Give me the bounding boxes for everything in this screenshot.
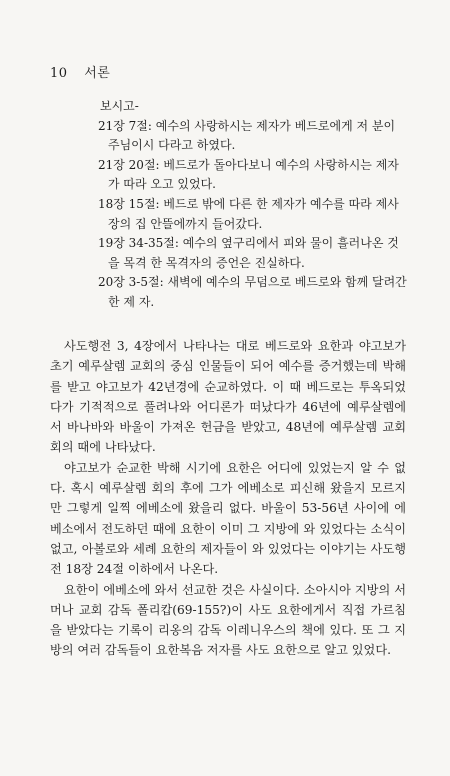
body-text [50,336,406,661]
verse-list [98,97,408,313]
paragraph: 야고보가 순교한 박해 시기에 요한은 어디에 있었는지 알 수 없다. 혹시 예루살렘 회의 후에 그가 에베소로 피신해 왔을지 모르지만 그렇게 일찍 에베소에 왔을리 없다. 바울이 53-56년 사이에 에베소에서 전도하던 때에 요한이 이미 그 지방에 와 있었다는 소식이 없고, 아볼로와 세례 요한의 제자들이 와 있었다는 이야기는 사도행전 18장 24절 이하에서 나온다. [50,460,406,577]
list-item: 18장 15절: 베드로 밖에 다른 한 제자가 예수를 따라 제사장의 집 안뜰에까지 들어갔다. [98,196,399,231]
list-item: 21장 7절: 예수의 사랑하시는 제자가 베드로에게 저 분이 주님이시 다라고 하였다. [98,118,396,153]
section-title: 서론 [84,66,111,81]
list-item: 21장 20절: 베드로가 돌아다보니 예수의 사랑하시는 제자가 따라 오고 있었다. [98,157,399,192]
paragraph: 요한이 에베소에 와서 선교한 것은 사실이다. 소아시아 지방의 서머나 교회 감독 폴리캅(69-155?)이 사도 요한에게서 직접 가르침을 받았다는 기록이 리옹의 감독 이레니우스의 책에 있다. 또 그 지방의 여러 감독들이 요한복음 저자를 사도 요한으로 알고 있었다. [50,582,406,658]
list-lead: 보시고- [100,99,139,113]
page-number: 10 [50,66,68,81]
paragraph: 사도행전 3, 4장에서 나타나는 대로 베드로와 요한과 야고보가 초기 예루살렘 교회의 중심 인물들이 되어 예수를 증거했는데 박해를 받고 야고보가 42년경에 순교하였다. 이 때 베드로는 투옥되었다가 기적적으로 풀려나와 어디론가 떠났다가 46년에 예루살렘에서 바나바와 바울이 가져온 헌금을 받았고, 48년에 예루살렘 교회 회의 때에 나타났다. [50,339,406,455]
running-head [50,62,110,81]
list-item: 20장 3-5절: 새벽에 예수의 무덤으로 베드로와 함께 달려간 한 제 자. [98,275,407,309]
list-item: 19장 34-35절: 예수의 옆구리에서 피와 물이 흘러나온 것을 목격 한 목격자의 증언은 진실하다. [98,236,399,270]
